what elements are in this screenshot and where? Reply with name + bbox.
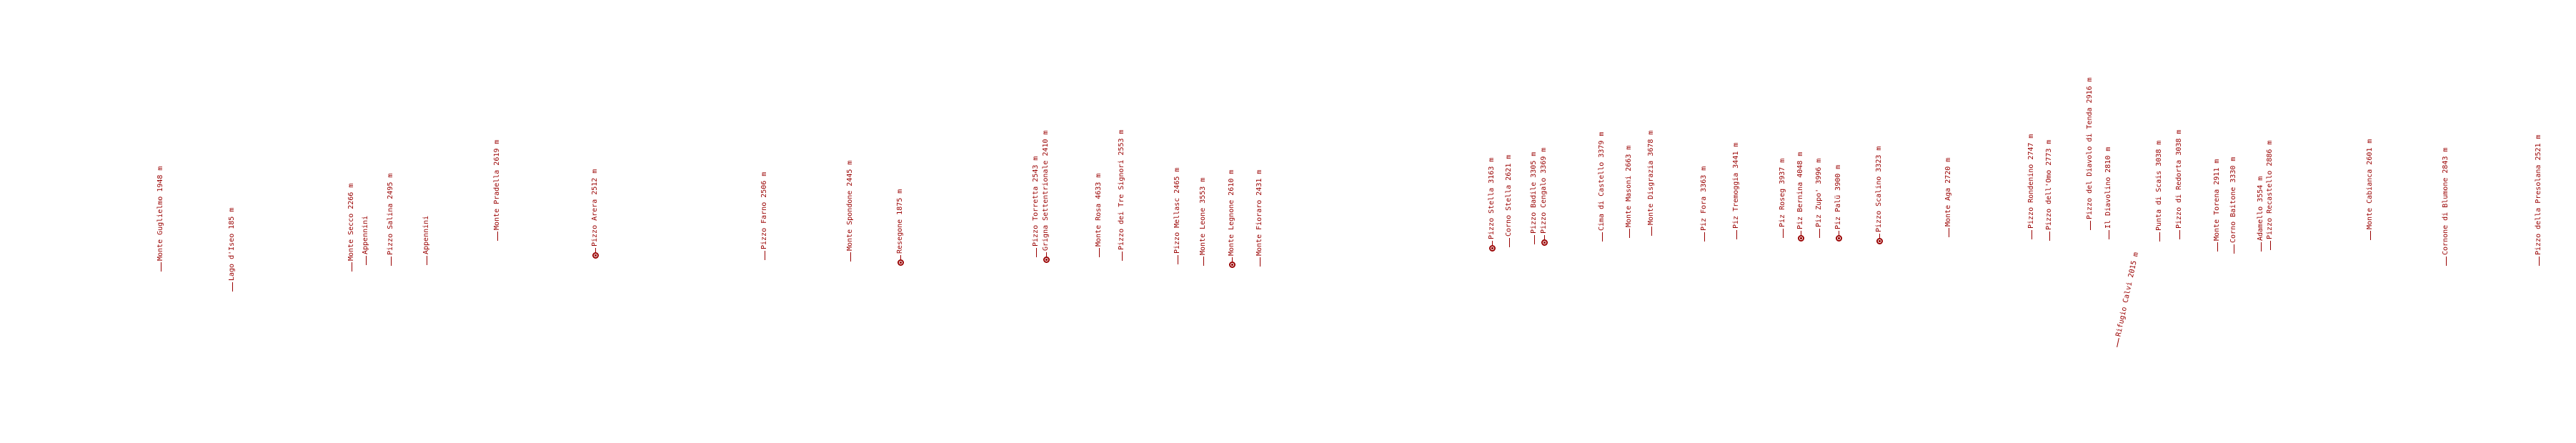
peak-label (1118, 129, 1126, 261)
tick-icon (1203, 257, 1204, 266)
peak-label (2442, 147, 2450, 266)
tick-icon (2270, 241, 2271, 250)
peak-label-text: Adamello 3554 m (2257, 176, 2264, 241)
peak-label (1199, 178, 1208, 266)
tick-icon (1736, 230, 1737, 239)
peak-label (1700, 166, 1709, 242)
peak-label (422, 216, 431, 265)
peak-label-text: Monte Aga 2720 m (1944, 157, 1952, 227)
peak-label (2086, 77, 2094, 230)
peak-label (1598, 132, 1606, 242)
tick-icon (366, 256, 367, 265)
tick-icon (1099, 248, 1100, 257)
peak-label (846, 161, 855, 262)
peak-label (760, 172, 769, 260)
peak-label (896, 189, 905, 266)
peak-label (1796, 152, 1805, 242)
peak-label-text: Grigna Settentrionale 2410 m (1042, 130, 1050, 251)
peak-label-text: Pizzo Stella 3163 m (1488, 157, 1496, 239)
peak-label (2155, 141, 2164, 242)
peak-label (1488, 158, 1496, 252)
peak-label-text: Rifugio Calvi 2015 m (2114, 252, 2141, 338)
peak-label-text: Corno Baitone 3330 m (2229, 156, 2237, 243)
peak-label (2229, 157, 2238, 254)
tick-icon (2261, 242, 2262, 252)
peak-label (1042, 130, 1050, 263)
peak-label-text: Pizzo Salina 2495 m (387, 173, 394, 255)
peak-label-text: Pizzo di Redorta 3038 m (2175, 129, 2183, 229)
summit-marker-icon (1043, 257, 1050, 263)
tick-icon (1509, 238, 1510, 247)
tick-icon (1629, 229, 1630, 238)
tick-icon (2117, 338, 2119, 347)
peak-label (591, 169, 600, 259)
tick-icon (1036, 248, 1037, 257)
tick-icon (850, 252, 851, 262)
tick-icon (1232, 257, 1233, 262)
peak-label (2257, 176, 2265, 252)
tick-icon (2217, 242, 2218, 252)
summit-marker-icon (1541, 239, 1548, 246)
peak-label-text: Appennini (362, 215, 369, 254)
peak-label-text: Cornone di Blumone 2843 m (2442, 147, 2450, 255)
tick-icon (2159, 232, 2160, 242)
peak-label-text: Monte Cabianca 2601 m (2366, 139, 2374, 229)
tick-icon (1704, 232, 1705, 242)
summit-marker-icon (1836, 235, 1842, 242)
peak-label-text: Monte Secco 2266 m (347, 183, 355, 261)
peak-label-text: Appennini (422, 215, 430, 254)
peak-label (2045, 140, 2054, 241)
tick-icon (2539, 257, 2540, 266)
tick-icon (1602, 232, 1603, 242)
peak-label (156, 166, 165, 272)
peak-label-text: Punta di Scais 3038 m (2155, 140, 2163, 231)
peak-label-text: Monte Disgrazia 3678 m (1647, 130, 1655, 225)
tick-icon (1492, 241, 1493, 246)
tick-icon (900, 255, 901, 260)
peak-label (1834, 165, 1843, 242)
peak-label-text: Pizzo Rondenino 2747 m (2027, 134, 2035, 229)
peak-label-text: Pizzo Scalino 3323 m (1875, 146, 1883, 232)
peak-label-text: Pizzo Arera 2512 m (591, 169, 599, 247)
summit-marker-icon (592, 252, 599, 259)
peak-label (2213, 159, 2222, 252)
peak-label-text: Pizzo Farno 2506 m (760, 171, 768, 249)
tick-icon (2090, 221, 2091, 230)
peak-label (1095, 174, 1103, 257)
peak-label-text: Pizzo Recastello 2886 m (2266, 140, 2274, 239)
tick-icon (1879, 234, 1880, 239)
peak-label-text: Monte Torena 2911 m (2213, 159, 2221, 241)
tick-icon (2446, 257, 2447, 266)
peak-label-text: Piz Bernina 4048 m (1796, 151, 1804, 229)
peak-label-text: Pizzo del Diavolo di Tenda 2916 m (2086, 77, 2094, 219)
peak-label (1875, 146, 1884, 244)
peak-label-text: Piz Fora 3363 m (1700, 166, 1708, 231)
peak-label (1815, 159, 1824, 238)
peak-label-text: Piz Palü 3900 m (1834, 164, 1842, 229)
peak-label-text: Monte Legnone 2610 m (1228, 169, 1235, 256)
peak-label (1944, 158, 1953, 237)
peak-label-text: Piz Roseg 3937 m (1779, 158, 1786, 227)
peak-label-text: Lago d'Iseo 185 m (228, 207, 236, 281)
peak-label-text: Monte Guglielmo 1948 m (156, 166, 164, 261)
peak-label (387, 174, 395, 266)
peak-label (1173, 168, 1182, 264)
peak-label (1032, 156, 1040, 257)
tick-icon (391, 257, 392, 266)
peak-label (1779, 159, 1787, 238)
peak-label-text: Monte Pradella 2619 m (493, 139, 501, 230)
peak-label-text: Corno Stella 2621 m (1505, 154, 1513, 237)
peak-label (1540, 148, 1548, 246)
peak-label (2266, 141, 2274, 250)
tick-icon (1122, 252, 1123, 261)
tick-icon (497, 232, 498, 241)
tick-icon (1046, 252, 1047, 257)
peak-label-text: Pizzo Mellasc 2465 m (1173, 167, 1181, 254)
peak-label (1505, 155, 1513, 247)
peak-label (228, 208, 237, 292)
peak-label-text: Pizzo dei Tre Signori 2553 m (1118, 129, 1125, 250)
peak-label (2112, 252, 2141, 348)
summit-marker-icon (1489, 245, 1496, 252)
summit-marker-icon (1229, 262, 1235, 268)
peak-label-text: Monte Spondone 2445 m (846, 160, 854, 251)
peak-label (2535, 134, 2543, 266)
peak-label-text: Monte Leone 3553 m (1199, 177, 1207, 255)
peak-label (1228, 170, 1236, 268)
tick-icon (1819, 229, 1820, 238)
peak-label (1625, 146, 1633, 238)
peak-label-text: Piz Zupo' 3996 m (1815, 158, 1823, 227)
summit-marker-icon (897, 259, 904, 266)
peak-label (1530, 152, 1538, 244)
peak-label-text: Monte Masoni 2663 m (1625, 145, 1633, 227)
peak-label-text: Pizzo Badile 3305 m (1530, 151, 1538, 234)
peak-label-text: Pizzo dell'Omo 2773 m (2045, 139, 2053, 230)
tick-icon (1544, 235, 1545, 240)
peak-label-text: Il Diavolino 2810 m (2104, 146, 2112, 229)
tick-icon (1534, 235, 1535, 244)
summit-marker-icon (1876, 238, 1883, 244)
peak-label (2175, 130, 2184, 239)
peak-label-text: Resegone 1875 m (896, 189, 904, 254)
peak-label (2104, 147, 2113, 239)
tick-icon (1783, 229, 1784, 238)
peak-label (1255, 170, 1264, 267)
peak-label-text: Piz Tremoggia 3441 m (1732, 142, 1740, 229)
peak-label-text: Cima di Castello 3379 m (1598, 131, 1606, 231)
tick-icon (595, 248, 596, 253)
tick-icon (2049, 232, 2050, 241)
peak-label-text: Pizzo Cengalo 3369 m (1540, 147, 1548, 234)
peak-label-text: Monte Rosa 4633 m (1095, 173, 1103, 247)
tick-icon (232, 282, 233, 292)
tick-icon (2179, 230, 2180, 239)
peak-label (2027, 134, 2036, 239)
tick-icon (1651, 227, 1652, 236)
tick-icon (2370, 231, 2371, 240)
peak-label-text: Monte Fioraro 2431 m (1255, 169, 1263, 256)
peak-label (493, 140, 502, 241)
peak-label-text: Pizzo della Presolana 2521 m (2535, 134, 2542, 255)
peak-label (2366, 139, 2374, 240)
peak-label (347, 184, 356, 272)
peak-label (362, 216, 370, 265)
peak-label (1647, 131, 1656, 236)
summit-marker-icon (1798, 235, 1804, 242)
peak-label-text: Pizzo Torretta 2543 m (1032, 156, 1040, 247)
peak-label (1732, 143, 1741, 239)
